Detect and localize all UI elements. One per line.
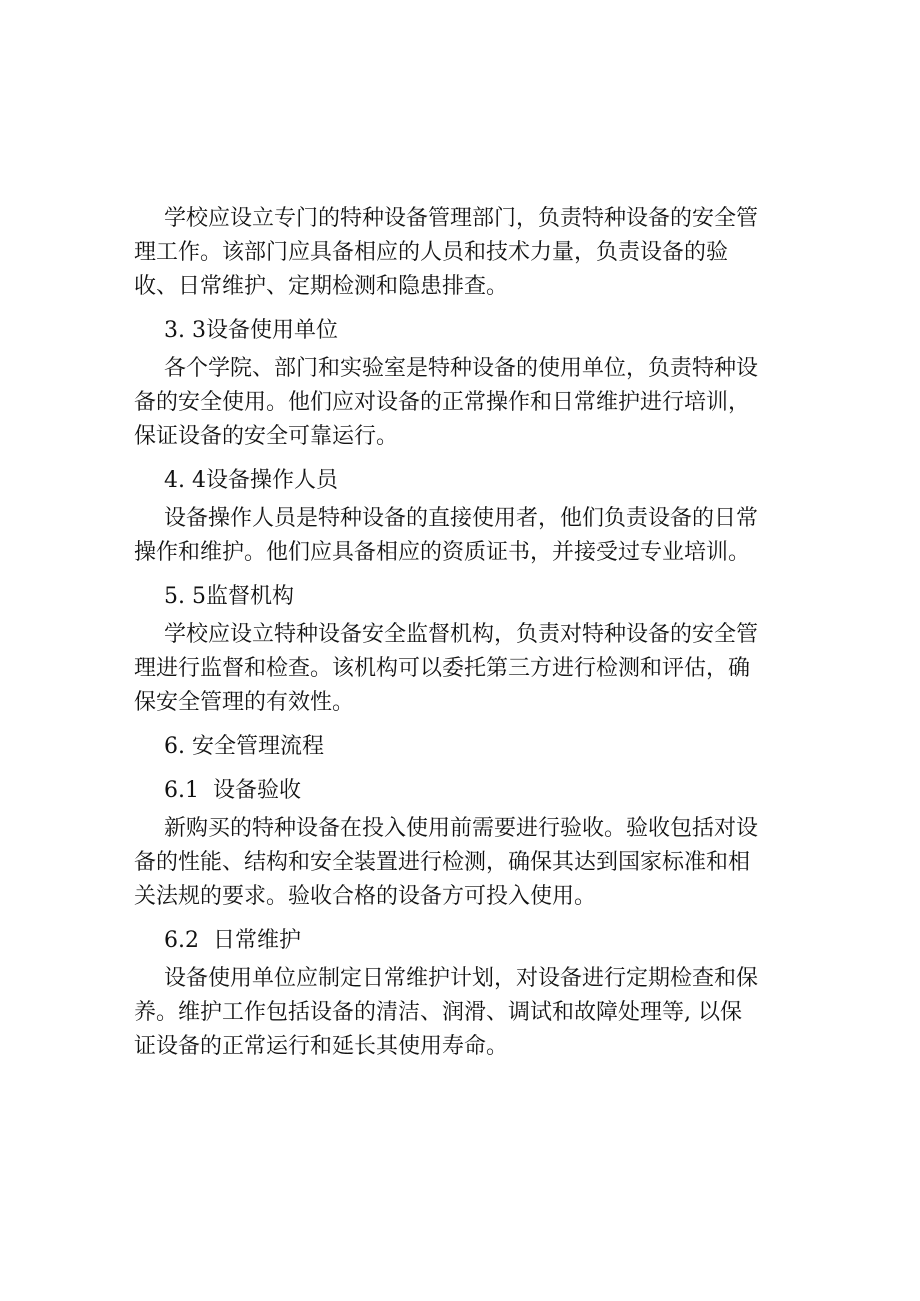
heading-6-2 <box>134 924 794 958</box>
paragraph-management-department: 学校应设立专门的特种设备管理部门，负责特种设备的安全管 理工作。该部门应具备相应的人员和技术力量，负责设备的验 收、日常维护、定期检测和隐患排查。 <box>134 206 759 299</box>
heading-text: 4设备操作人员 <box>185 468 338 493</box>
heading-number: 4. <box>164 468 185 493</box>
paragraph-supervision: 学校应设立特种设备安全监督机构，负责对特种设备的安全管 理进行监督和检查。该机构可以委托第三方进行检测和评估，确 保安全管理的有效性。 <box>134 622 759 715</box>
paragraph-daily-maintenance: 设备使用单位应制定日常维护计划，对设备进行定期检查和保 养。维护工作包括设备的清洁、润滑、调试和故障处理等, 以保 证设备的正常运行和延长其使用寿命。 <box>134 966 759 1059</box>
heading-number: 6.1 <box>164 778 199 803</box>
paragraph-using-unit: 各个学院、部门和实验室是特种设备的使用单位，负责特种设 备的安全使用。他们应对设备的正常操作和日常维护进行培训， 保证设备的安全可靠运行。 <box>134 356 759 449</box>
heading-3-3 <box>134 314 794 348</box>
paragraph-acceptance: 新购买的特种设备在投入使用前需要进行验收。验收包括对设 备的性能、结构和安全装置进行检测，确保其达到国家标准和相 关法规的要求。验收合格的设备方可投入使用。 <box>134 816 759 909</box>
heading-number: 6.2 <box>164 928 199 953</box>
heading-text: 安全管理流程 <box>185 734 324 759</box>
heading-4-4 <box>134 464 794 498</box>
document-page <box>134 202 794 1064</box>
heading-5-5 <box>134 580 794 614</box>
heading-6-1 <box>134 774 794 808</box>
heading-text: 3设备使用单位 <box>185 318 338 343</box>
heading-number: 3. <box>164 318 185 343</box>
heading-text: 设备验收 <box>199 778 301 803</box>
heading-number: 6. <box>164 734 185 759</box>
heading-text: 5监督机构 <box>185 584 294 609</box>
heading-6 <box>134 730 794 764</box>
heading-number: 5. <box>164 584 185 609</box>
paragraph-operators: 设备操作人员是特种设备的直接使用者，他们负责设备的日常 操作和维护。他们应具备相应的资质证书，并接受过专业培训。 <box>134 506 759 565</box>
heading-text: 日常维护 <box>199 928 301 953</box>
